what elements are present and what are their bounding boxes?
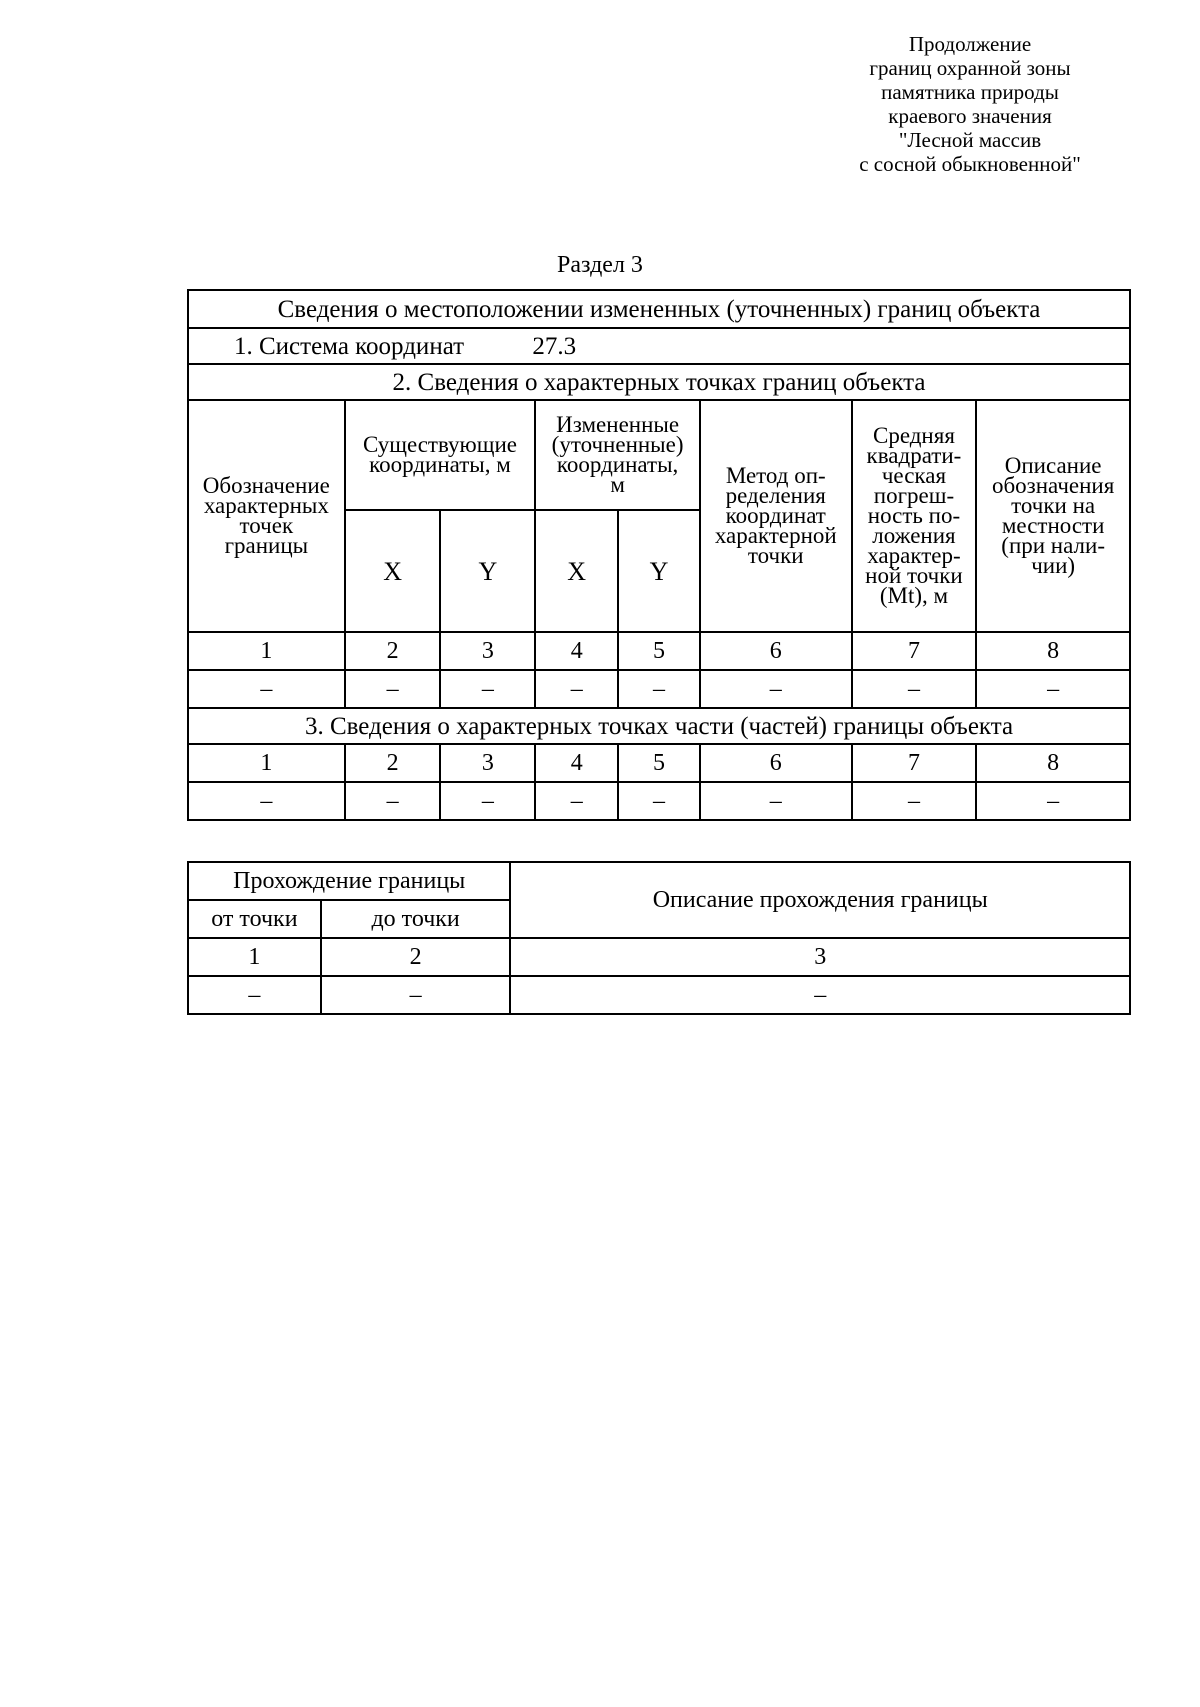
section2-title: 2. Сведения о характерных точках границ объекта <box>188 364 1130 400</box>
column-number: 1 <box>188 632 345 670</box>
table-cell: – <box>345 782 441 820</box>
section3-title-row <box>188 708 1130 744</box>
coord-system-value: 27.3 <box>532 332 577 360</box>
col-designation-header <box>188 400 345 632</box>
column-number: 5 <box>618 744 700 782</box>
column-number: 2 <box>345 744 441 782</box>
column-number: 6 <box>700 632 852 670</box>
column-number: 1 <box>188 938 321 976</box>
table-cell: – <box>188 976 321 1014</box>
header-text: Средняя <box>872 423 955 448</box>
continuation-header <box>780 32 1160 176</box>
coord-system-cell <box>188 328 1130 364</box>
column-number: 1 <box>188 744 345 782</box>
table-cell: – <box>188 782 345 820</box>
column-number-row <box>188 938 1130 976</box>
column-number: 7 <box>852 632 977 670</box>
header-text: координаты, м <box>369 452 511 477</box>
header-text: ной точки <box>865 563 963 588</box>
existing-x-header: X <box>345 510 441 632</box>
changed-x-header: X <box>535 510 618 632</box>
header-text: погреш- <box>873 483 955 508</box>
header-text: характерной <box>714 523 837 548</box>
header-line: Продолжение <box>908 32 1032 56</box>
header-text: (уточненные) <box>551 432 684 457</box>
header-text: ческая <box>881 463 947 488</box>
col-changed-header <box>535 400 700 510</box>
table-cell: – <box>618 782 700 820</box>
column-number: 6 <box>700 744 852 782</box>
table-cell: – <box>440 670 535 708</box>
header-text: квадрати- <box>866 443 962 468</box>
col-error-header <box>852 400 977 632</box>
col-method-header <box>700 400 852 632</box>
column-number: 3 <box>440 632 535 670</box>
header-text: м <box>610 472 625 497</box>
col-existing-header <box>345 400 536 510</box>
col-description-header <box>976 400 1130 632</box>
table-title-row <box>188 290 1130 328</box>
header-text: характер- <box>867 543 961 568</box>
table-cell: – <box>345 670 441 708</box>
coord-system-row <box>188 328 1130 364</box>
header-text: точки <box>747 543 804 568</box>
header-text: чии) <box>1031 553 1076 578</box>
table-cell: – <box>852 782 977 820</box>
header-text: Существующие <box>362 432 517 457</box>
table-row <box>188 976 1130 1014</box>
header-text: Описание <box>1004 453 1102 478</box>
header-text: (Mt), м <box>879 583 949 608</box>
table-cell: – <box>852 670 977 708</box>
section3-title: 3. Сведения о характерных точках части (частей) границы объекта <box>188 708 1130 744</box>
column-number-row <box>188 632 1130 670</box>
table-row <box>188 782 1130 820</box>
header-line: с сосной обыкновенной" <box>859 152 1081 176</box>
section-title: Раздел 3 <box>557 252 643 278</box>
passage-header-row <box>188 862 1130 900</box>
table-cell: – <box>700 782 852 820</box>
table-cell: – <box>618 670 700 708</box>
description-header: Описание прохождения границы <box>510 862 1130 938</box>
header-line: памятника природы <box>881 80 1059 104</box>
column-number: 8 <box>976 632 1130 670</box>
header-text: точек <box>239 513 294 538</box>
header-text: границы <box>224 533 309 558</box>
table-cell: – <box>976 670 1130 708</box>
column-number: 4 <box>535 632 618 670</box>
table-cell: – <box>188 670 345 708</box>
table-cell: – <box>321 976 511 1014</box>
changed-y-header: Y <box>618 510 700 632</box>
boundary-passage-table <box>187 861 1131 1015</box>
table-cell: – <box>440 782 535 820</box>
existing-y-header: Y <box>440 510 535 632</box>
column-header-row <box>188 400 1130 510</box>
section2-title-row <box>188 364 1130 400</box>
column-number: 3 <box>510 938 1130 976</box>
passage-header: Прохождение границы <box>188 862 510 900</box>
to-point-header: до точки <box>321 900 511 938</box>
header-text: точки на <box>1011 493 1096 518</box>
header-text: ложения <box>872 523 956 548</box>
header-line: "Лесной массив <box>898 128 1042 152</box>
header-text: характерных <box>203 493 329 518</box>
from-point-header: от точки <box>188 900 321 938</box>
table-cell: – <box>976 782 1130 820</box>
column-number: 3 <box>440 744 535 782</box>
header-text: (при нали- <box>1001 533 1105 558</box>
table-title: Сведения о местоположении измененных (уточненных) границ объекта <box>188 290 1130 328</box>
header-text: координат <box>725 503 826 528</box>
table-cell: – <box>510 976 1130 1014</box>
column-number: 8 <box>976 744 1130 782</box>
header-line: границ охранной зоны <box>869 56 1071 80</box>
column-number: 2 <box>321 938 511 976</box>
header-text: ределения <box>725 483 826 508</box>
column-number: 2 <box>345 632 441 670</box>
column-number: 4 <box>535 744 618 782</box>
header-text: ность по- <box>867 503 961 528</box>
header-text: местности <box>1001 513 1105 538</box>
table-row <box>188 670 1130 708</box>
table-cell: – <box>535 670 618 708</box>
column-number: 7 <box>852 744 977 782</box>
header-text: Метод оп- <box>725 463 826 488</box>
table-cell: – <box>535 782 618 820</box>
header-text: Измененные <box>556 412 680 437</box>
column-number: 5 <box>618 632 700 670</box>
boundary-points-table <box>187 289 1131 821</box>
header-text: Обозначение <box>202 473 330 498</box>
header-text: обозначения <box>991 473 1115 498</box>
header-line: краевого значения <box>888 104 1052 128</box>
column-number-row <box>188 744 1130 782</box>
header-text: координаты, <box>556 452 679 477</box>
table-cell: – <box>700 670 852 708</box>
coord-system-label: 1. Система координат <box>234 332 465 360</box>
